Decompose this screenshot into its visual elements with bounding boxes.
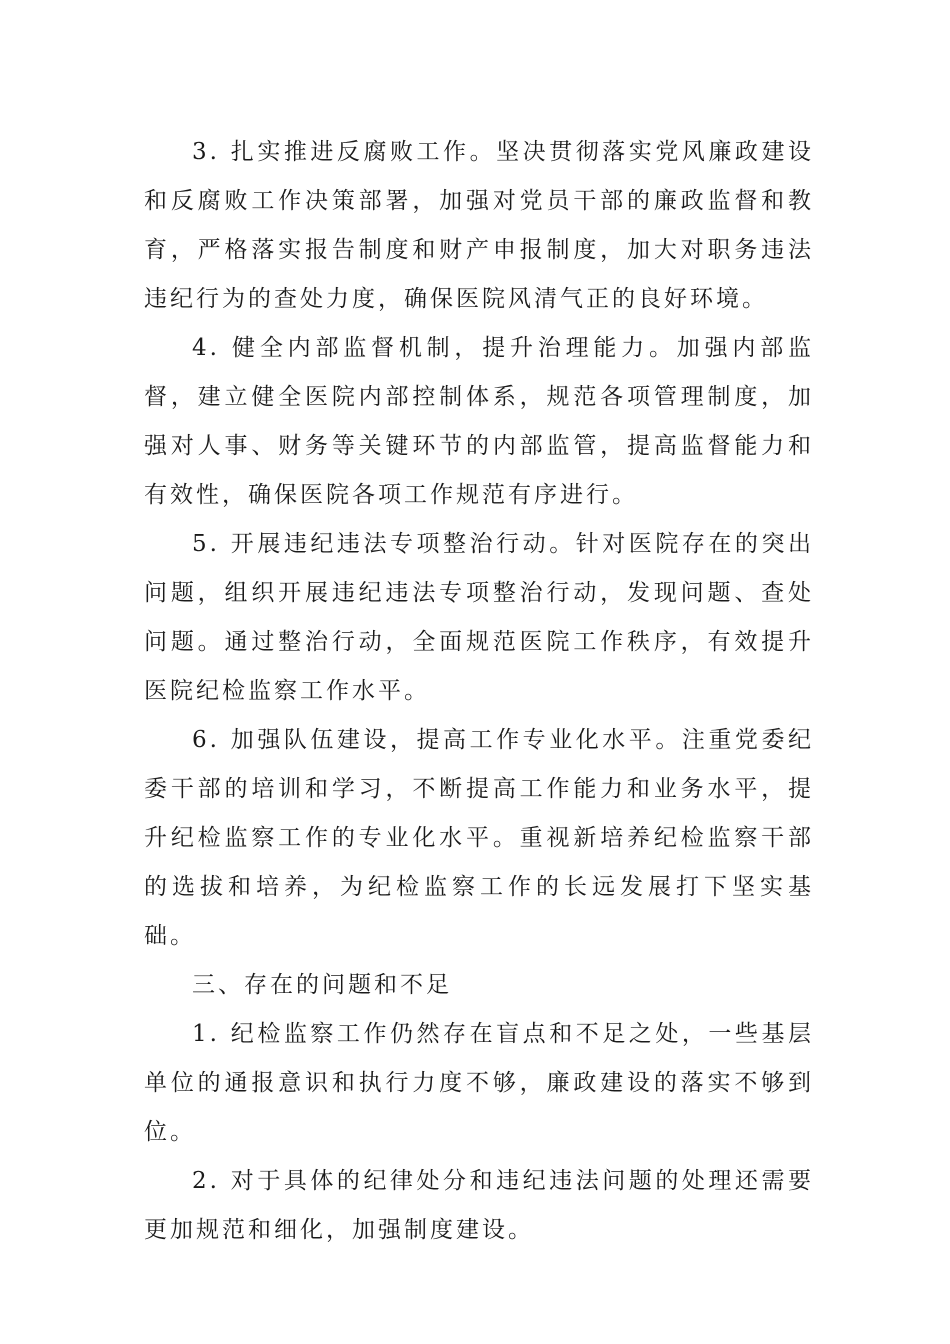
section-heading-problems: 三、存在的问题和不足 xyxy=(192,972,452,998)
paragraph-problem-2: 2. 对于具体的纪律处分和违纪违法问题的处理还需要更加规范和细化，加强制度建设。 xyxy=(144,1168,814,1243)
paragraph-item-5-special-rectification: 5. 开展违纪违法专项整治行动。针对医院存在的突出问题，组织开展违纪违法专项整治行动，发现问题、查处问题。通过整治行动，全面规范医院工作秩序，有效提升医院纪检监察工作水平。 xyxy=(144,531,814,704)
document-body xyxy=(144,128,814,1255)
paragraph-item-6-team-building: 6. 加强队伍建设，提高工作专业化水平。注重党委纪委干部的培训和学习，不断提高工作能力和业务水平，提升纪检监察工作的专业化水平。重视新培养纪检监察干部的选拔和培养，为纪检监察工作的长远发展打下坚实基础。 xyxy=(144,727,814,949)
paragraph-problem-1: 1. 纪检监察工作仍然存在盲点和不足之处，一些基层单位的通报意识和执行力度不够，廉政建设的落实不够到位。 xyxy=(144,1021,814,1145)
paragraph-item-4-internal-supervision: 4. 健全内部监督机制，提升治理能力。加强内部监督，建立健全医院内部控制体系，规范各项管理制度，加强对人事、财务等关键环节的内部监管，提高监督能力和有效性，确保医院各项工作规范有序进行。 xyxy=(144,335,814,508)
paragraph-item-3-anticorruption: 3. 扎实推进反腐败工作。坚决贯彻落实党风廉政建设和反腐败工作决策部署，加强对党员干部的廉政监督和教育，严格落实报告制度和财产申报制度，加大对职务违法违纪行为的查处力度，确保医院风清气正的良好环境。 xyxy=(144,139,814,312)
